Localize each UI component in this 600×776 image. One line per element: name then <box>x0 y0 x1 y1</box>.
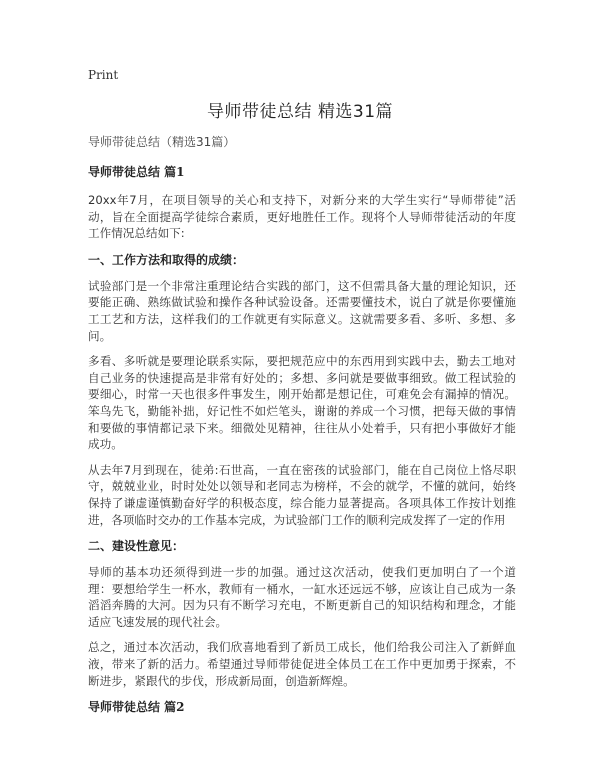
paragraph-1: 试验部门是一个非常注重理论结合实践的部门，这不但需具备大量的理论知识，还要能正确、熟练做试验和操作各种试验设备。还需要懂技术，说白了就是你要懂施工工艺和方法，这样我们的工作就更有实际意义。这就需要多看、多听、多想、多问。 <box>88 278 516 343</box>
part2-heading: 二、建设性意见： <box>88 539 185 554</box>
section-heading-2: 导师带徒总结 篇2 <box>88 700 185 715</box>
paragraph-2: 多看、多听就是要理论联系实际，要把规范应中的东西用到实践中去，勤去工地对自己业务的快速提高是非常有好处的；多想、多问就是要做事细致。做工程试验的要细心，时常一天也很多件事发生，刚开始都是想记住，可难免会有漏掉的情况。笨鸟先飞，勤能补拙，好记性不如烂笔头，谢谢的养成一个习惯，把每天做的事情和要做的事情都记录下来。细微处见精神，往往从小处着手，只有把小事做好才能成功。 <box>88 354 516 452</box>
document-body <box>88 133 516 727</box>
document-title: 导师带徒总结 精选31篇 <box>206 102 394 122</box>
intro-paragraph: 20xx年7月，在项目领导的关心和支持下，对新分来的大学生实行“导师带徒”活动，旨在全面提高学徒综合素质，更好地胜任工作。现将个人导师带徒活动的年度工作情况总结如下: <box>88 193 516 241</box>
paragraph-3: 从去年7月到现在，徒弟:石世高，一直在密孩的试验部门，能在自己岗位上恪尽职守，兢兢业业，时时处处以领导和老同志为榜样，不会的就学，不懂的就问，始终保持了谦虚谨慎勤奋好学的积极态度，综合能力显著提高。各项具体工作按计划推进，各项临时交办的工作基本完成，为试验部门工作的顺利完成发挥了一定的作用 <box>88 462 516 527</box>
paragraph-5: 总之，通过本次活动，我们欣喜地看到了新员工成长，他们给我公司注入了新鲜血液，带来了新的活力。希望通过导师带徒促进全体员工在工作中更加勇于探索，不断进步，紧跟代的步伐，形成新局面，创造新辉煌。 <box>88 640 516 688</box>
part1-heading: 一、工作方法和取得的成绩： <box>88 252 245 267</box>
document-subtitle: 导师带徒总结（精选31篇） <box>88 135 236 149</box>
section-heading-1: 导师带徒总结 篇1 <box>88 165 185 179</box>
paragraph-4: 导师的基本功还须得到进一步的加强。通过这次活动，使我们更加明白了一个道理：要想给学生一杯水，教师有一桶水，一缸水还远远不够，应该让自己成为一条滔滔奔腾的大河。因为只有不断学习充电，不断更新自己的知识结构和理念，才能适应飞速发展的现代社会。 <box>88 565 516 629</box>
print-label[interactable]: Print <box>88 68 119 82</box>
